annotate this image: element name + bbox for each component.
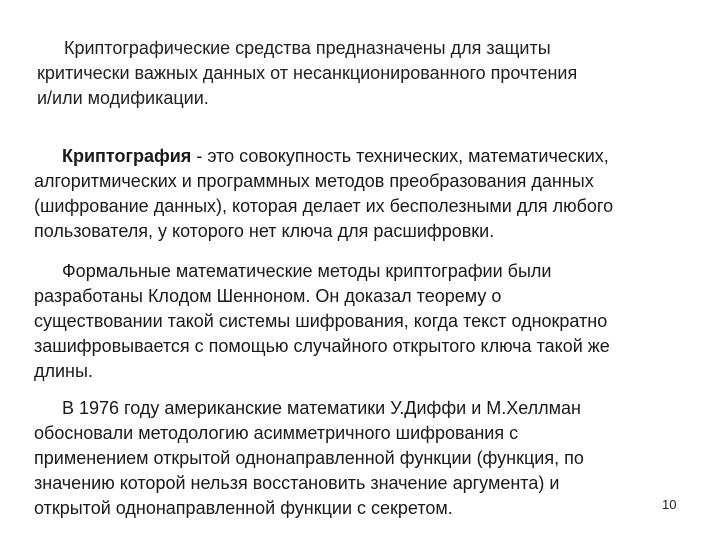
text-line: существовании такой системы шифрования, когда текст однократно [34,311,608,331]
text-line: открытой однонаправленной функции с секретом. [34,498,453,518]
text-line: применением открытой однонаправленной функции (функция, по [34,448,584,468]
page-number: 10 [662,497,677,512]
text-line: (шифрование данных), которая делает их бесполезными для любого [34,196,614,216]
text-line: пользователя, у которого нет ключа для расшифровки. [34,221,495,241]
text-line: Формальные математические методы криптографии были [62,261,552,281]
text-line: алгоритмических и программных методов преобразования данных [34,171,594,191]
text-line: длины. [34,361,93,381]
text-line: значению которой нельзя восстановить значение аргумента) и [34,473,560,493]
text-line: разработаны Клодом Шенноном. Он доказал теорему о [34,286,502,306]
text-line: В 1976 году американские математики У.Диффи и М.Хеллман [62,398,581,418]
defined-term: Криптография [62,146,192,166]
text-line: Криптографические средства предназначены для защиты [64,38,551,58]
text-line: и/или модификации. [37,88,209,108]
definition-start: - это совокупность технических, математических, [191,146,609,166]
text-line: критически важных данных от несанкционированного прочтения [37,63,578,83]
text-line [62,145,609,167]
text-line: зашифровывается с помощью случайного открытого ключа такой же [34,336,610,356]
text-line: обосновали методологию асимметричного шифрования с [34,423,519,443]
